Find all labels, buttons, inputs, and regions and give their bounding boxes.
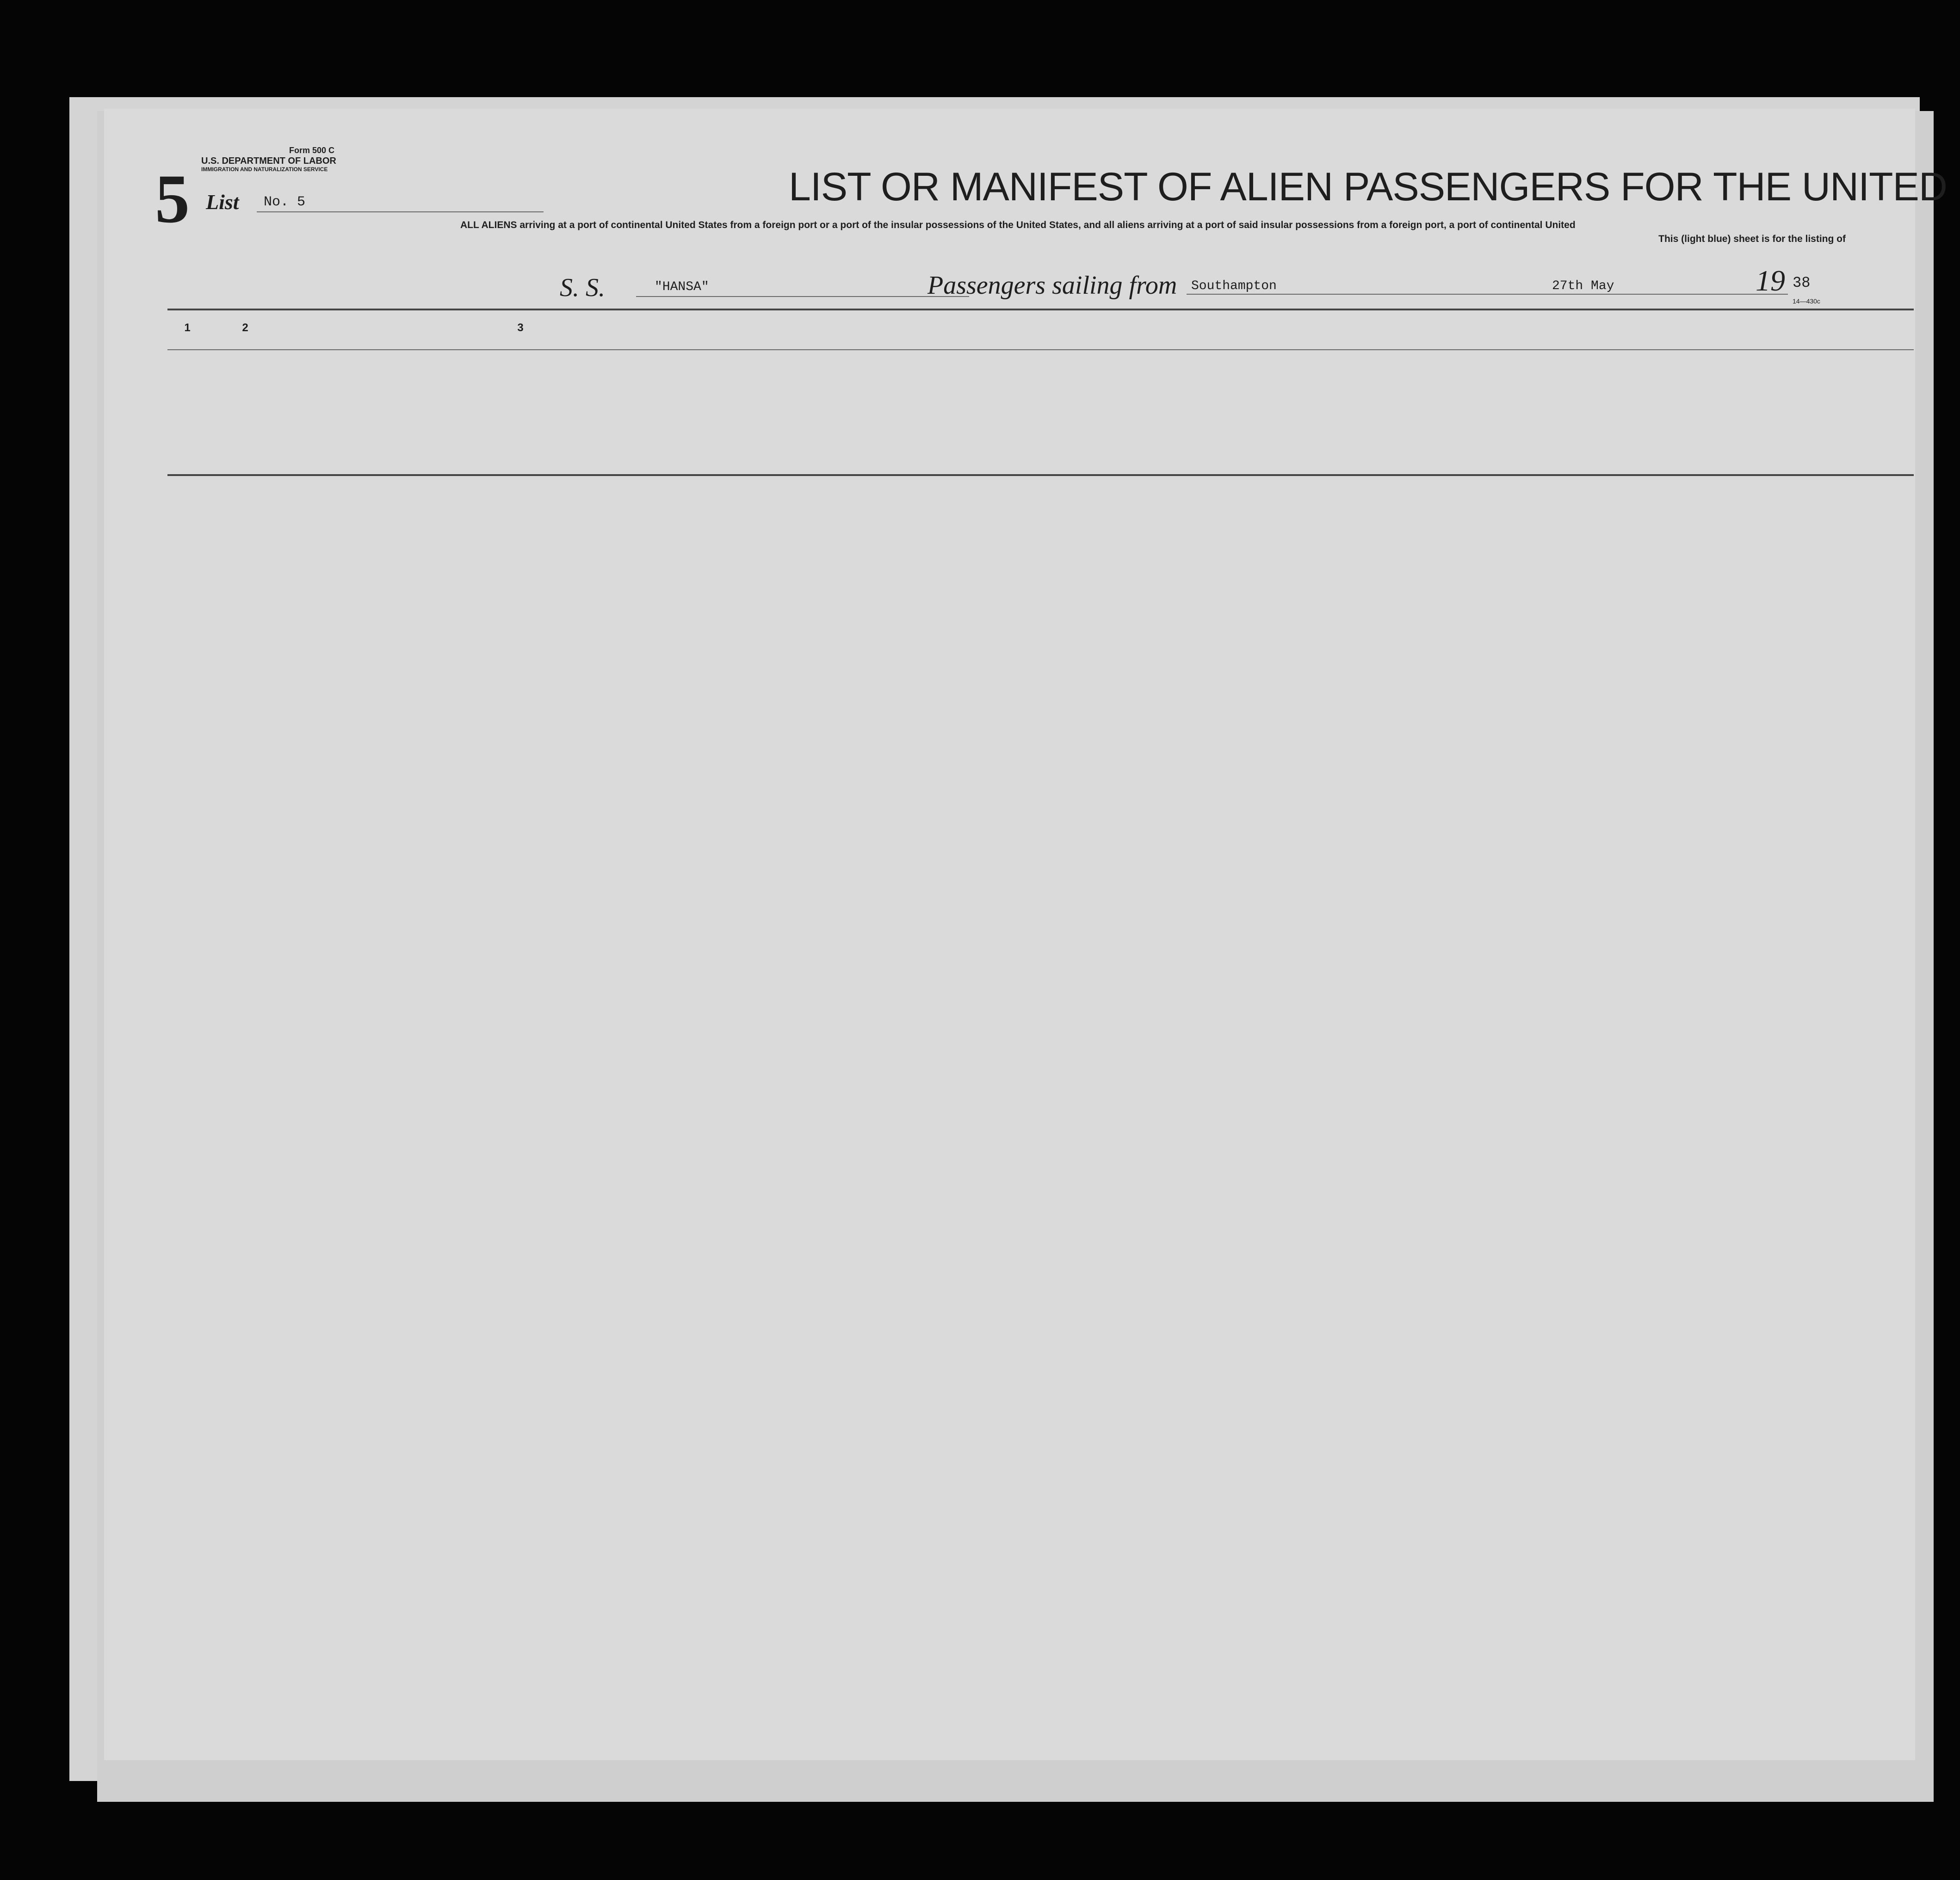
col-number-3: 3 [517, 322, 524, 334]
col-number-1: 1 [184, 322, 191, 334]
ss-label: S. S. [560, 273, 605, 302]
ship-name: "HANSA" [655, 280, 709, 294]
big-list-number: 5 [155, 161, 190, 237]
sailing-date: 27th May [1552, 279, 1614, 293]
year-suffix: 38 [1793, 274, 1811, 291]
list-number-rule [257, 211, 544, 212]
service-label: IMMIGRATION AND NATURALIZATION SERVICE [201, 166, 328, 173]
year-prefix: 19 [1756, 264, 1785, 297]
ship-rule [636, 296, 969, 297]
list-label: List [206, 190, 239, 214]
corner-code: 14—430c [1793, 297, 1820, 305]
subtitle-line-2: This (light blue) sheet is for the listing of [1658, 234, 1846, 244]
subtitle-line-1: ALL ALIENS arriving at a port of continental United States from a foreign port or a port of the insular possessions of the United States, and all aliens arriving at a port of said insular possessions from a foreign port, a port of continental United [460, 220, 1576, 230]
form-number: Form 500 C [289, 146, 335, 155]
date-rule [1547, 294, 1788, 295]
header-bottom-rule [167, 474, 1914, 476]
table-top-rule [167, 309, 1914, 310]
manifest-sheet [104, 109, 1948, 1760]
sailing-label: Passengers sailing from [927, 271, 1177, 300]
list-number: No. 5 [264, 194, 306, 210]
col-number-2: 2 [242, 322, 248, 334]
departure-port: Southampton [1191, 279, 1277, 293]
column-number-rule [167, 349, 1914, 350]
page-title: LIST OR MANIFEST OF ALIEN PASSENGERS FOR THE UNITED [789, 165, 1948, 209]
department-label: U.S. DEPARTMENT OF LABOR [201, 156, 336, 166]
